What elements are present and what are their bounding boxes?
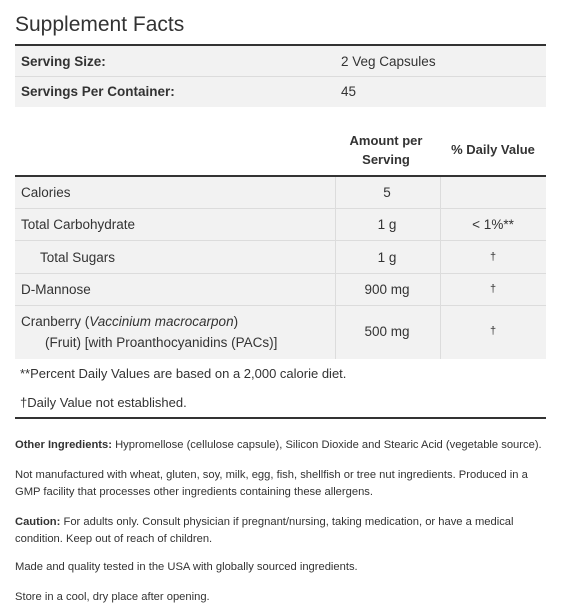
serving-size-label: Serving Size: — [21, 54, 106, 69]
page-title: Supplement Facts — [15, 13, 185, 36]
nutrient-daily-value: < 1%** — [472, 217, 514, 232]
dagger-footnote: †Daily Value not established. — [20, 395, 187, 410]
nutrient-amount: 5 — [383, 185, 391, 200]
allergen-statement: Not manufactured with wheat, gluten, soy, milk, egg, fish, shellfish or tree nut ingredients. Produced in a GMP facility that processes other ingredients containing these allergens. — [15, 469, 528, 498]
other-ingredients-label: Other Ingredients: — [15, 439, 112, 451]
nutrient-name: D-Mannose — [21, 282, 91, 297]
nutrient-daily-value: † — [489, 283, 497, 295]
amount-per-serving-header: Amount per Serving — [349, 133, 423, 167]
table-row — [15, 209, 546, 241]
serving-size-row — [15, 46, 546, 77]
serving-size-value: 2 Veg Capsules — [341, 54, 436, 69]
column-divider — [440, 177, 441, 359]
nutrient-name-detail: (Fruit) [with Proanthocyanidins (PACs)] — [45, 335, 278, 350]
nutrient-amount: 500 mg — [364, 324, 410, 339]
column-divider — [335, 177, 336, 359]
nutrient-daily-value: † — [489, 251, 497, 263]
servings-per-container-row — [15, 77, 546, 107]
nutrient-name: Total Sugars — [40, 250, 116, 265]
nutrient-amount: 1 g — [377, 217, 397, 232]
table-row — [15, 241, 546, 274]
table-row — [15, 274, 546, 306]
other-ingredients: Other Ingredients: Hypromellose (cellulose capsule), Silicon Dioxide and Stearic Acid (vegetable source). — [15, 439, 542, 451]
nutrient-amount: 1 g — [377, 250, 397, 265]
daily-value-header: % Daily Value — [451, 142, 535, 157]
caution-label: Caution: — [15, 516, 61, 528]
servings-per-container-value: 45 — [341, 84, 357, 99]
percent-footnote: **Percent Daily Values are based on a 2,000 calorie diet. — [20, 366, 347, 381]
nutrient-name: Total Carbohydrate — [21, 217, 136, 232]
table-row — [15, 177, 546, 209]
footnote-divider — [15, 417, 546, 419]
made-in-statement: Made and quality tested in the USA with globally sourced ingredients. — [15, 561, 358, 573]
caution-statement: Caution: For adults only. Consult physician if pregnant/nursing, taking medication, or have a medical condition. Keep out of reach of children. — [15, 516, 514, 545]
table-row — [15, 306, 546, 359]
servings-per-container-label: Servings Per Container: — [21, 84, 175, 99]
nutrient-name: Calories — [21, 185, 71, 200]
storage-statement: Store in a cool, dry place after opening. — [15, 591, 210, 603]
nutrient-name: Cranberry (Vaccinium macrocarpon) — [21, 314, 239, 329]
nutrient-daily-value: † — [489, 325, 497, 337]
nutrient-amount: 900 mg — [364, 282, 410, 297]
